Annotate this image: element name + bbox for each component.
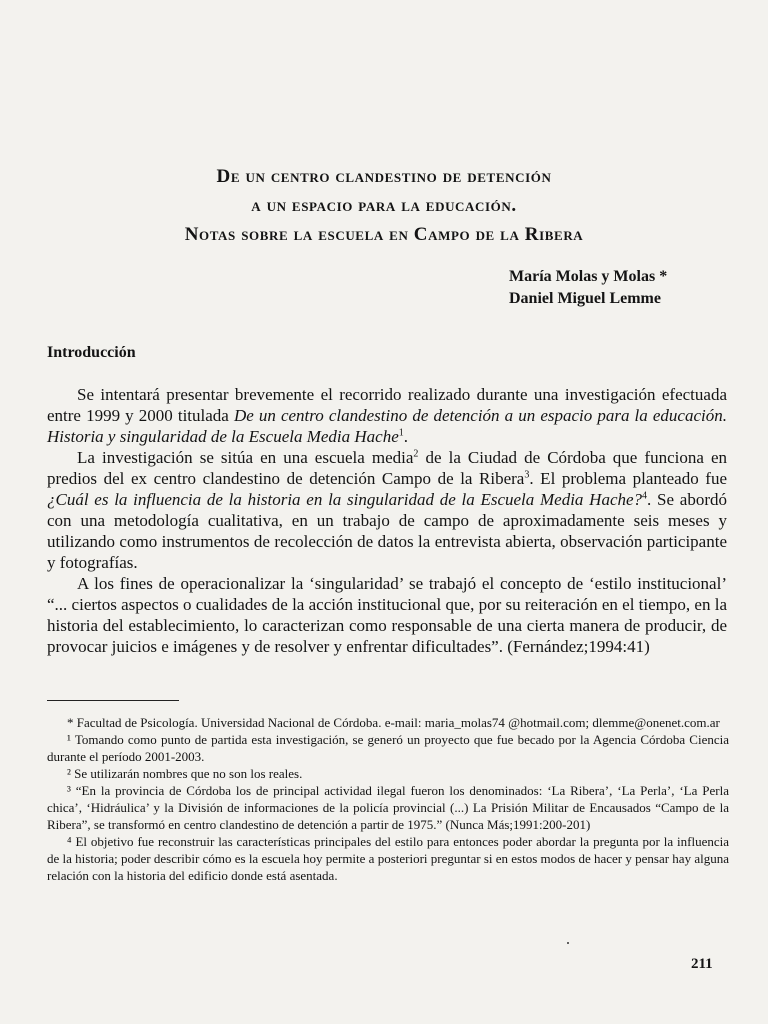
page-number: 211	[691, 956, 713, 972]
footnote-2: ² Se utilizarán nombres que no son los reales.	[67, 766, 303, 781]
para1-italic-title: De un centro clandestino de detención a un espacio para la educación. Historia y singularidad de la Escuela Media Hache	[47, 406, 727, 446]
para2-part-b: de la Ciudad de Córdoba que funciona en predios del ex centro clandestino de detención Campo de la Ribera	[47, 448, 727, 488]
footnote-3: ³ “En la provincia de Córdoba los de principal actividad ilegal fueron los denominados: ‘La Ribera’, ‘La Perla’, ‘La Perla chica’, ‘Hidráulica’ y la División de informaciones de la policía provincial (...) La Prisión Militar de Encausados “Campo de la Ribera”, se transformó en centro clandestino de detención a partir de 1975.” (Nunca Más;1991:200-201)	[47, 783, 729, 832]
body-text	[47, 384, 727, 657]
footnote-1: ¹ Tomando como punto de partida esta investigación, se generó un proyecto que fue becado por la Agencia Córdoba Ciencia durante el período 2001-2003.	[47, 732, 729, 764]
para1-end: .	[403, 427, 409, 446]
paragraph-2	[47, 447, 727, 573]
para2-part-a: La investigación se sitúa en una escuela media	[77, 448, 414, 467]
para2-italic-question: ¿Cuál es la influencia de la historia en la singularidad de la Escuela Media Hache?	[47, 490, 643, 509]
stray-mark	[567, 942, 569, 944]
author-list	[509, 266, 667, 310]
footnotes	[47, 714, 729, 884]
footnote-4: ⁴ El objetivo fue reconstruir las características principales del estilo para entonces poder abordar la pregunta por la influencia de la historia; poder describir cómo es la escuela hoy permite a posteriori preguntar si en estos modos de hacer y pensar hay alguna relación con la historia del edificio donde está asentada.	[47, 834, 729, 883]
footnote-ref-4: 4	[642, 490, 648, 502]
paragraph-1	[47, 384, 727, 447]
author-2: Daniel Miguel Lemme	[509, 290, 661, 307]
para2-part-d: . Se abordó con una metodología cualitativa, en un trabajo de campo de aproximadamente seis meses y utilizando como instrumentos de recolección de datos la entrevista abierta, observación participante y fotografías.	[47, 490, 727, 572]
paragraph-3: A los fines de operacionalizar la ‘singularidad’ se trabajó el concepto de ‘estilo institucional’ “... ciertos aspectos o cualidades de la acción institucional que, por su reiteración en el tiempo, en la historia del establecimiento, lo caracterizan como responsable de una cierta manera de producir, de provocar juicios e imágenes y de resolver y enfrentar dificultades”. (Fernández;1994:41)	[47, 574, 727, 656]
para1-text: Se intentará presentar brevemente el recorrido realizado durante una investigación efectuada entre 1999 y 2000 titulada	[47, 385, 727, 425]
title-line-2: a un espacio para la educación.	[251, 195, 517, 216]
footnote-ref-3: 3	[524, 469, 530, 481]
author-1: María Molas y Molas *	[509, 268, 668, 285]
footnote-ref-1: 1	[398, 427, 404, 439]
title-line-3: Notas sobre la escuela en Campo de la Ribera	[184, 224, 584, 245]
footnote-ref-2: 2	[413, 448, 419, 460]
footnote-author: * Facultad de Psicología. Universidad Nacional de Córdoba. e-mail: maria_molas74 @hotmail.com; dlemme@onenet.com.ar	[67, 715, 720, 730]
footnote-divider	[47, 700, 179, 701]
title-line-1: De un centro clandestino de detención	[216, 166, 552, 187]
para2-part-c: . El problema planteado fue	[529, 469, 727, 488]
section-heading: Introducción	[47, 344, 136, 361]
article-title	[0, 162, 768, 249]
